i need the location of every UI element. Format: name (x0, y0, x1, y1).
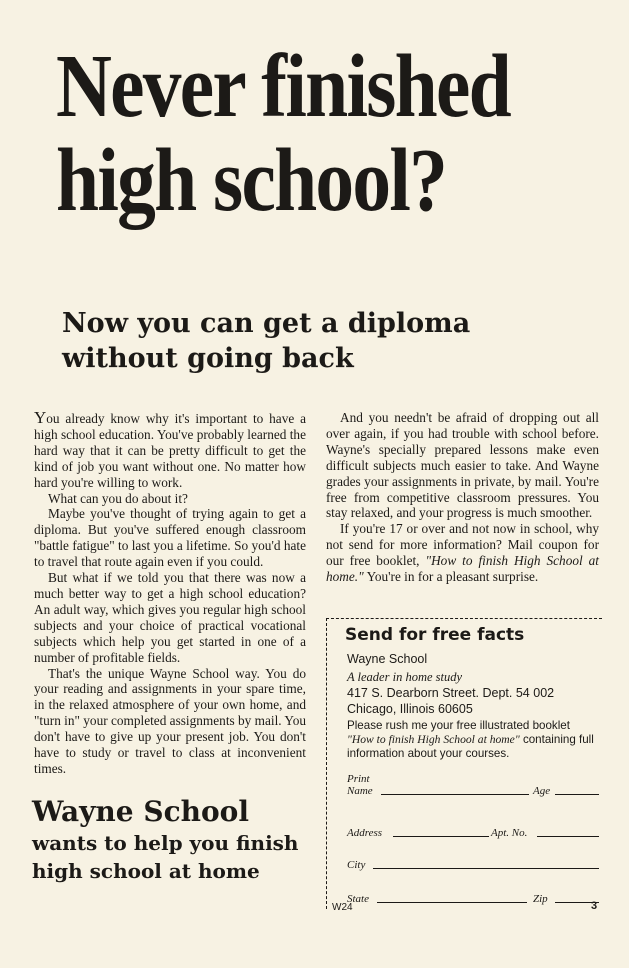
brand-tagline-2: high school at home (32, 859, 260, 883)
booklet-title: "How to finish High School at home." (326, 553, 599, 585)
brand-tagline-1: wants to help you finish (32, 831, 299, 855)
headline (56, 37, 520, 230)
mail-coupon (326, 618, 602, 909)
paragraph: What can you do about it? (48, 490, 188, 506)
address-row (347, 821, 599, 839)
zip-label: Zip (533, 893, 548, 905)
address-label: Address (347, 827, 383, 839)
paragraph: And you needn't be afraid of dropping out all over again, if you had trouble with school before. Wayne's specially prepared lessons make even difficult subjects much easier to take. And Wayne grades your assignments in private, by mail. You're free from competitive classroom pressures. You stay relaxed, and your progress is much smoother. (326, 410, 599, 521)
booklet-title: "How to finish High School at home" (347, 733, 520, 746)
paragraph: That's the unique Wayne School way. You do your reading and assignments in your spare time, in the relaxed atmosphere of your own home, and "turn in" your completed assignments by mail. You don't have to give up your present job. You don't have to study or travel to class at inconvenient times. (34, 665, 306, 776)
headline-line-1: Never finished (56, 37, 510, 136)
coupon-city: Chicago, Illinois 60605 (347, 702, 473, 716)
page-number: 3 (591, 900, 598, 912)
print-label: Print (347, 773, 370, 785)
headline-line-2: high school? (56, 131, 447, 230)
paragraph: If you're 17 or over and not now in school, why not send for more information? Mail coupon for our free booklet, "How to finish High School at home." You're in for a pleasant surprise. (326, 521, 599, 585)
dept-number: 54 002 (515, 686, 555, 700)
coupon-code: W24 (332, 902, 353, 913)
body-column-left (34, 410, 306, 777)
state-field[interactable] (377, 902, 527, 903)
city-field[interactable] (373, 868, 599, 869)
brand-block (32, 795, 312, 885)
paragraph: Maybe you've thought of trying again to get a diploma. But you've suffered enough classroom "battle fatigue" to last you a lifetime. So you'd hate to travel that route again even if you could. (34, 506, 306, 570)
drop-cap: Y (34, 408, 47, 427)
coupon-slogan: A leader in home study (347, 670, 463, 684)
body-column-right (326, 410, 599, 585)
coupon-address: 417 S. Dearborn Street. Dept. 54 002 (347, 686, 555, 700)
state-zip-row (347, 887, 599, 905)
name-field[interactable] (381, 794, 529, 795)
city-row (347, 853, 599, 871)
coupon-school: Wayne School (347, 652, 428, 666)
coupon-title: Send for free facts (345, 625, 525, 645)
name-label: Name (347, 785, 373, 797)
subhead-line-1: Now you can get a diploma (62, 308, 471, 339)
subheadline (62, 306, 532, 376)
subhead-line-2: without going back (62, 343, 354, 374)
state-label: State (347, 893, 369, 905)
apt-label: Apt. No. (491, 827, 528, 839)
age-label: Age (533, 785, 551, 797)
address-field[interactable] (393, 836, 489, 837)
paragraph: You already know why it's important to have a high school education. You've probably learned the hard way that it can be pretty difficult to get the kind of job you want without one. No matter how hard you're willing to work. (34, 408, 306, 490)
age-field[interactable] (555, 794, 599, 795)
paragraph: But what if we told you that there was now a much better way to get a high school education? An adult way, which gives you regular high school subjects and your choice of practical vocational subjects which help you get started in one of a number of profitable fields. (34, 570, 306, 665)
apt-field[interactable] (537, 836, 599, 837)
brand-name: Wayne School (32, 795, 249, 828)
coupon-request-text: Please rush me your free illustrated booklet "How to finish High School at home" containing full information about your courses. (347, 719, 594, 760)
name-age-row (347, 773, 599, 797)
city-label: City (347, 859, 366, 871)
